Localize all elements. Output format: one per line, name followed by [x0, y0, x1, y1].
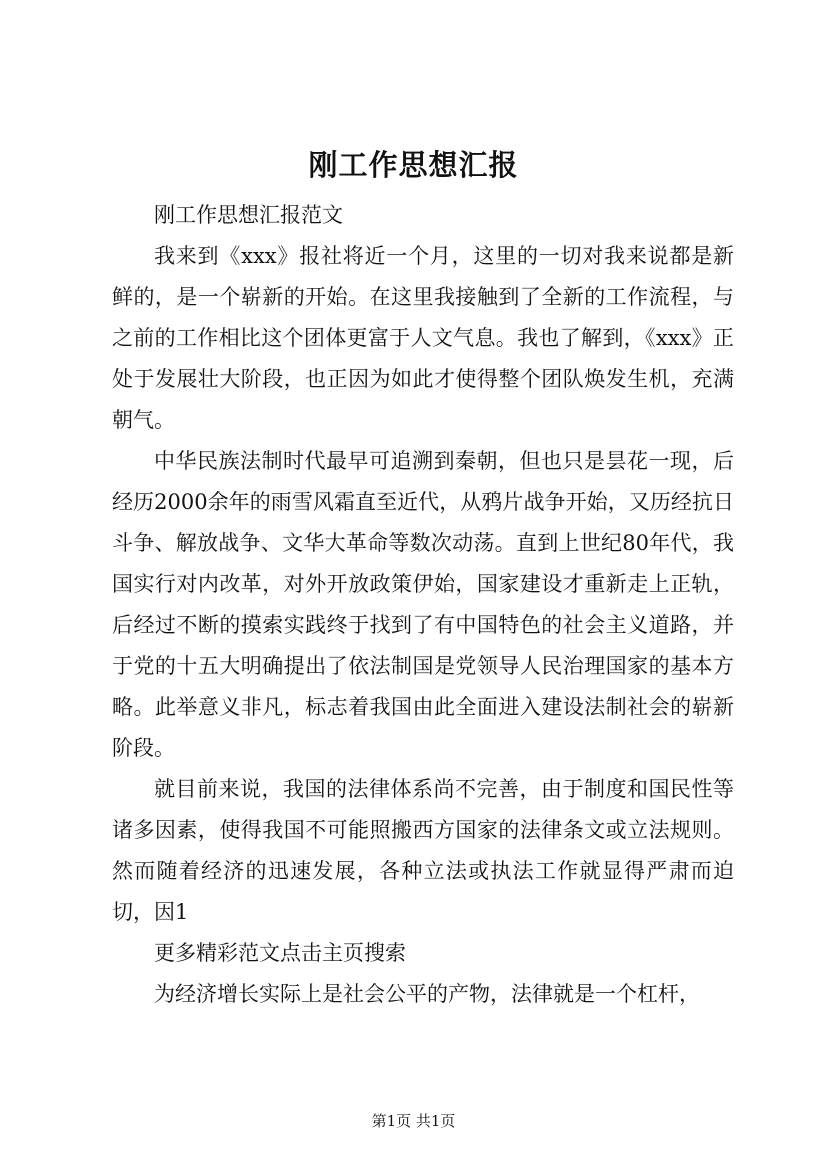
promo-paragraph: 更多精彩范文点击主页搜索	[154, 941, 406, 965]
body-paragraph-2: 中华民族法制时代最早可追溯到秦朝，但也只是昙花一现，后经历2000余年的雨雪风霜直至近代，从鸦片战争开始，又历经抗日斗争、解放战争、文华大革命等数次动荡。直到上世纪80年代，我国实行对内改革，对外开放政策伊始，国家建设才重新走上正轨，后经过不断的摸索实践终于找到了有中国特色的社会主义道路，并于党的十五大明确提出了依法制国是党领导人民治理国家的基本方略。此举意义非凡，标志着我国由此全面进入建设法制社会的崭新阶段。	[112, 449, 734, 760]
page-footer: 第1页 共1页	[371, 1112, 456, 1130]
body-paragraph-3: 就目前来说，我国的法律体系尚不完善，由于制度和国民性等诸多因素，使得我国不可能照搬西方国家的法律条文或立法规则。然而随着经济的迅速发展，各种立法或执法工作就显得严肃而迫切，因1	[112, 777, 734, 924]
body-paragraph-4: 为经济增长实际上是社会公平的产物，法律就是一个杠杆，	[154, 982, 700, 1006]
document-title: 刚工作思想汇报	[308, 148, 519, 182]
document-body	[112, 195, 734, 1015]
subtitle-paragraph: 刚工作思想汇报范文	[154, 203, 343, 227]
body-paragraph-1: 我来到《xxx》报社将近一个月，这里的一切对我来说都是新鲜的，是一个崭新的开始。在这里我接触到了全新的工作流程，与之前的工作相比这个团体更富于人文气息。我也了解到，《xxx》正处于发展壮大阶段，也正因为如此才使得整个团队焕发生机，充满朝气。	[112, 244, 734, 432]
